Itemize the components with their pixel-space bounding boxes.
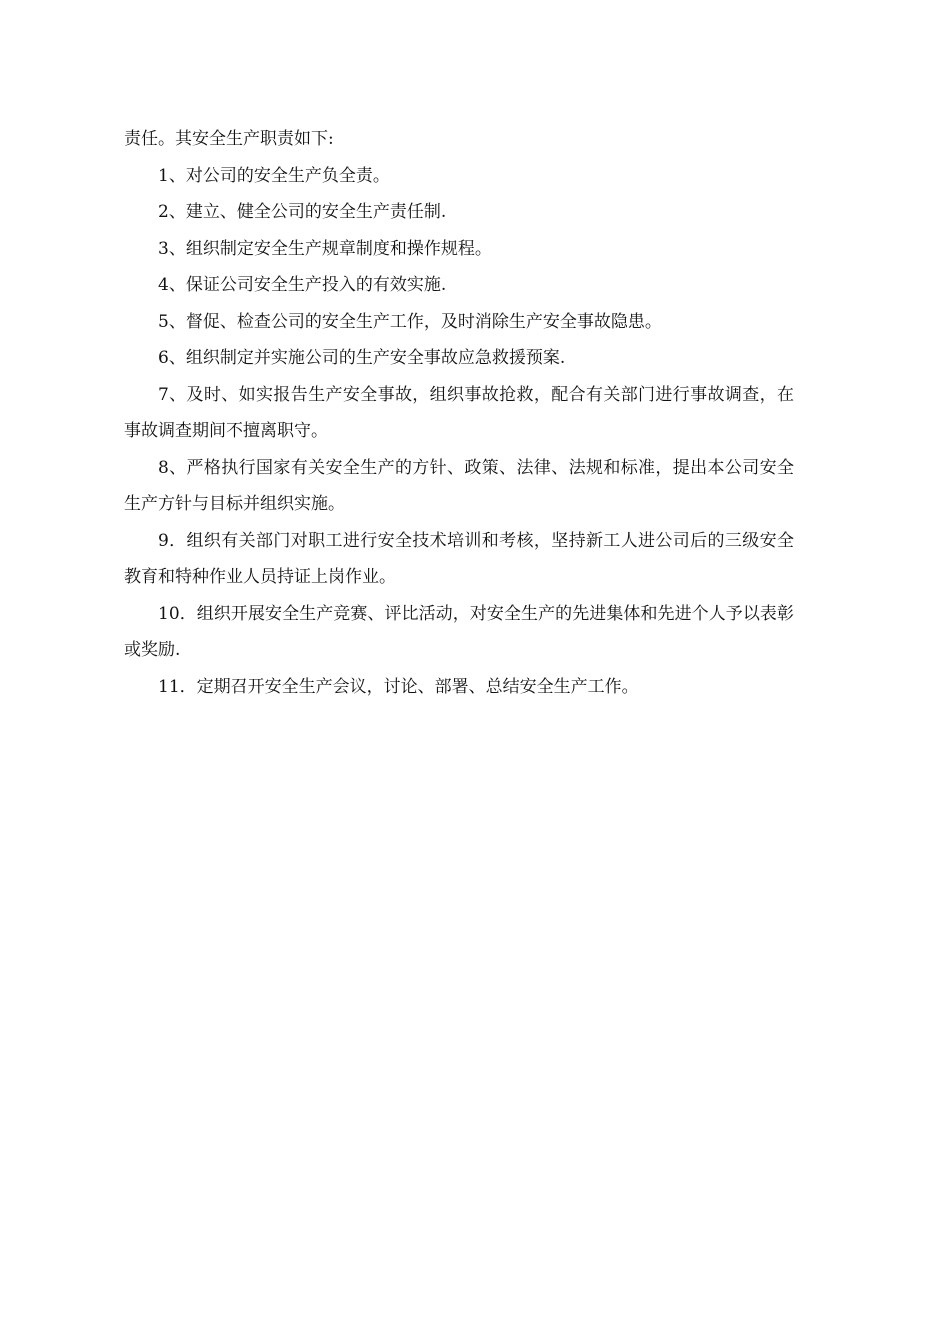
list-item: 5、督促、检查公司的安全生产工作，及时消除生产安全事故隐患。 xyxy=(158,311,662,332)
list-item: 8、严格执行国家有关安全生产的方针、政策、法律、法规和标准，提出本公司安全生产方针与目标并组织实施。 xyxy=(124,457,794,514)
list-item: 2、建立、健全公司的安全生产责任制. xyxy=(158,202,447,222)
list-item: 10．组织开展安全生产竞赛、评比活动，对安全生产的先进集体和先进个人予以表彰或奖励. xyxy=(124,603,794,660)
list-item: 9．组织有关部门对职工进行安全技术培训和考核，坚持新工人进公司后的三级安全教育和特种作业人员持证上岗作业。 xyxy=(124,530,794,587)
list-item: 1、对公司的安全生产负全责。 xyxy=(158,165,390,186)
list-item: 6、组织制定并实施公司的生产安全事故应急救援预案. xyxy=(158,348,566,368)
list-item: 3、组织制定安全生产规章制度和操作规程。 xyxy=(158,238,492,259)
list-item: 11．定期召开安全生产会议，讨论、部署、总结安全生产工作。 xyxy=(158,676,639,697)
list-item: 4、保证公司安全生产投入的有效实施. xyxy=(158,275,447,295)
intro-paragraph: 责任。其安全生产职责如下: xyxy=(124,129,334,149)
list-item: 7、及时、如实报告生产安全事故，组织事故抢救，配合有关部门进行事故调查，在事故调查期间不擅离职守。 xyxy=(124,384,794,441)
document-body xyxy=(124,121,794,705)
